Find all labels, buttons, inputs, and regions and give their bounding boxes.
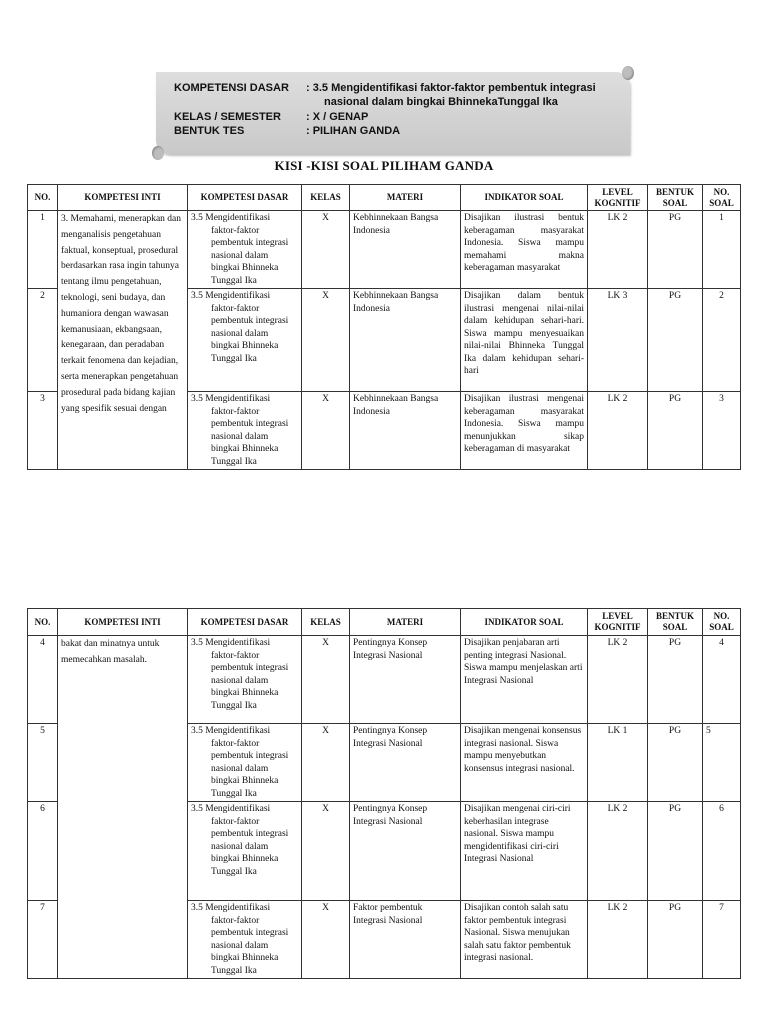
kompetensi-dasar-continuation — [324, 96, 558, 108]
row-no: 6 — [28, 802, 58, 901]
no-soal-cell: 7 — [703, 901, 741, 979]
col-header-no: NO. — [28, 185, 58, 211]
col-header-kelas: KELAS — [302, 185, 350, 211]
materi-cell: Kebhinnekaan Bangsa Indonesia — [350, 211, 461, 289]
col-header-level: LEVEL KOGNITIF — [588, 185, 648, 211]
kompetensi-dasar-cell — [188, 724, 302, 802]
kompetensi-dasar-cell — [188, 636, 302, 724]
kisi-kisi-table-2 — [27, 608, 741, 979]
kompetensi-dasar-cell — [188, 901, 302, 979]
materi-cell: Pentingnya Konsep Integrasi Nasional — [350, 724, 461, 802]
kd-code: 3.5 Mengidentifikasi — [191, 903, 271, 913]
table-header-row — [28, 609, 741, 636]
no-soal-cell: 1 — [703, 211, 741, 289]
materi-cell: Faktor pembentuk Integrasi Nasional — [350, 901, 461, 979]
materi-cell: Pentingnya Konsep Integrasi Nasional — [350, 636, 461, 724]
header-label: BENTUK TES — [174, 125, 245, 137]
kelas-cell: X — [302, 724, 350, 802]
materi-cell: Kebhinnekaan Bangsa Indonesia — [350, 392, 461, 470]
header-value: : PILIHAN GANDA — [306, 125, 401, 137]
row-no: 3 — [28, 392, 58, 470]
row-no: 2 — [28, 289, 58, 392]
kelas-cell: X — [302, 636, 350, 724]
kd-text: faktor-faktor pembentuk integrasi nasional dalam bingkai Bhinneka Tunggal Ika — [211, 303, 289, 364]
indikator-cell: Disajikan dalam bentuk ilustrasi mengenai nilai-nilai dalam kehidupan sehari-hari. Siswa mampu menyesuaikan nilai-nilai Bhinneka Tunggal Ika dalam kehidupan sehari-hari — [461, 289, 588, 392]
level-cell: LK 2 — [588, 802, 648, 901]
kompetensi-dasar-row — [174, 82, 596, 94]
level-cell: LK 1 — [588, 724, 648, 802]
no-soal-cell: 6 — [703, 802, 741, 901]
indikator-cell: Disajikan contoh salah satu faktor pembentuk integrasi Nasional. Siswa menujukan salah satu faktor pembentuk integrasi nasional. — [461, 901, 588, 979]
row-no: 7 — [28, 901, 58, 979]
kd-code: 3.5 Mengidentifikasi — [191, 394, 271, 404]
kompetensi-inti-cell: 3. Memahami, menerapkan dan menganalisis pengetahuan faktual, konseptual, prosedural berdasarkan rasa ingin tahunya tentang ilmu pengetahuan, teknologi, seni budaya, dan humaniora dengan wawasan kemanusiaan, ekbangsaan, kenegaraan, dan peradaban terkait fenomena dan kejadian, serta menerapkan pengetahuan prosedural pada bidang kajian yang spesifik sesuai dengan — [58, 211, 188, 470]
col-header-indikator: INDIKATOR SOAL — [461, 185, 588, 211]
level-cell: LK 2 — [588, 392, 648, 470]
level-cell: LK 2 — [588, 211, 648, 289]
col-header-bentuk: BENTUK SOAL — [648, 185, 703, 211]
kd-text: faktor-faktor pembentuk integrasi nasional dalam bingkai Bhinneka Tunggal Ika — [211, 816, 289, 877]
bentuk-cell: PG — [648, 901, 703, 979]
kelas-cell: X — [302, 289, 350, 392]
document-title: KISI -KISI SOAL PILIHAM GANDA — [274, 158, 494, 173]
col-header-kompetensi-dasar: KOMPETESI DASAR — [188, 609, 302, 636]
row-no: 4 — [28, 636, 58, 724]
kisi-kisi-table-1 — [27, 184, 741, 470]
kelas-cell: X — [302, 802, 350, 901]
table-row — [28, 636, 741, 724]
level-cell: LK 3 — [588, 289, 648, 392]
col-header-level: LEVEL KOGNITIF — [588, 609, 648, 636]
kompetensi-dasar-cell — [188, 392, 302, 470]
col-header-no-soal: NO. SOAL — [703, 609, 741, 636]
indikator-cell: Disajikan penjabaran arti penting integrasi Nasional. Siswa mampu menjelaskan arti Integrasi Nasional — [461, 636, 588, 724]
indikator-cell: Disajikan ilustrasi mengenai keberagaman masyarakat Indonesia. Siswa mampu menunjukkan sikap keberagaman di masyarakat — [461, 392, 588, 470]
row-no: 1 — [28, 211, 58, 289]
col-header-kompetensi-inti: KOMPETESI INTI — [58, 609, 188, 636]
col-header-kompetensi-dasar: KOMPETESI DASAR — [188, 185, 302, 211]
materi-cell: Pentingnya Konsep Integrasi Nasional — [350, 802, 461, 901]
kd-code: 3.5 Mengidentifikasi — [191, 291, 271, 301]
indikator-cell: Disajikan mengenai ciri-ciri keberhasilan integrase nasional. Siswa mampu mengidentifikasi ciri-ciri Integrasi Nasional — [461, 802, 588, 901]
level-cell: LK 2 — [588, 901, 648, 979]
bentuk-cell: PG — [648, 724, 703, 802]
header-value: : X / GENAP — [306, 111, 369, 123]
materi-cell: Kebhinnekaan Bangsa Indonesia — [350, 289, 461, 392]
kd-code: 3.5 Mengidentifikasi — [191, 638, 271, 648]
kd-text: faktor-faktor pembentuk integrasi nasional dalam bingkai Bhinneka Tunggal Ika — [211, 738, 289, 799]
kelas-cell: X — [302, 901, 350, 979]
no-soal-cell: 2 — [703, 289, 741, 392]
row-no: 5 — [28, 724, 58, 802]
kompetensi-inti-cell: bakat dan minatnya untuk memecahkan masalah. — [58, 636, 188, 979]
header-banner — [156, 72, 630, 154]
col-header-materi: MATERI — [350, 609, 461, 636]
no-soal-cell: 3 — [703, 392, 741, 470]
no-soal-cell: 5 — [703, 724, 741, 802]
kompetensi-dasar-cell — [188, 211, 302, 289]
bentuk-cell: PG — [648, 289, 703, 392]
col-header-indikator: INDIKATOR SOAL — [461, 609, 588, 636]
col-header-no-soal: NO. SOAL — [703, 185, 741, 211]
col-header-bentuk: BENTUK SOAL — [648, 609, 703, 636]
kd-code: 3.5 Mengidentifikasi — [191, 726, 271, 736]
kelas-cell: X — [302, 211, 350, 289]
indikator-cell: Disajikan mengenai konsensus integrasi nasional. Siswa mampu menyebutkan konsensus integrasi nasional. — [461, 724, 588, 802]
kd-code: 3.5 Mengidentifikasi — [191, 804, 271, 814]
kelas-cell: X — [302, 392, 350, 470]
header-value: nasional dalam bingkai BhinnekaTunggal Ika — [324, 96, 558, 108]
level-cell: LK 2 — [588, 636, 648, 724]
kd-code: 3.5 Mengidentifikasi — [191, 213, 271, 223]
kd-text: faktor-faktor pembentuk integrasi nasional dalam bingkai Bhinneka Tunggal Ika — [211, 225, 289, 286]
bentuk-tes-row — [174, 125, 400, 137]
indikator-cell: Disajikan ilustrasi bentuk keberagaman masyarakat Indonesia. Siswa mampu memahami makna keberagaman masyarakat — [461, 211, 588, 289]
table-row — [28, 211, 741, 289]
kd-text: faktor-faktor pembentuk integrasi nasional dalam bingkai Bhinneka Tunggal Ika — [211, 406, 289, 467]
header-label: KELAS / SEMESTER — [174, 111, 281, 123]
col-header-no: NO. — [28, 609, 58, 636]
kd-text: faktor-faktor pembentuk integrasi nasional dalam bingkai Bhinneka Tunggal Ika — [211, 650, 289, 711]
col-header-kompetensi-inti: KOMPETESI INTI — [58, 185, 188, 211]
bentuk-cell: PG — [648, 211, 703, 289]
bentuk-cell: PG — [648, 636, 703, 724]
no-soal-cell: 4 — [703, 636, 741, 724]
kelas-semester-row — [174, 111, 368, 123]
header-value: : 3.5 Mengidentifikasi faktor-faktor pembentuk integrasi — [306, 82, 596, 94]
header-label: KOMPETENSI DASAR — [174, 82, 289, 94]
kompetensi-dasar-cell — [188, 802, 302, 901]
bentuk-cell: PG — [648, 392, 703, 470]
kd-text: faktor-faktor pembentuk integrasi nasional dalam bingkai Bhinneka Tunggal Ika — [211, 915, 289, 976]
bentuk-cell: PG — [648, 802, 703, 901]
scroll-curl-decoration — [622, 66, 634, 80]
col-header-kelas: KELAS — [302, 609, 350, 636]
col-header-materi: MATERI — [350, 185, 461, 211]
table-header-row — [28, 185, 741, 211]
kompetensi-dasar-cell — [188, 289, 302, 392]
